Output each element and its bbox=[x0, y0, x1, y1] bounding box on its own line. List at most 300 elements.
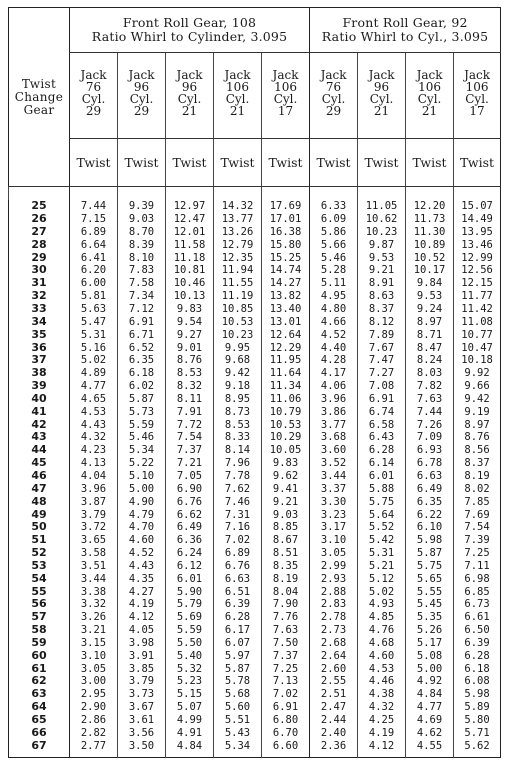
twist-value-cell: 7.37 bbox=[166, 444, 214, 457]
table-row bbox=[9, 251, 501, 264]
twist-value-cell: 4.90 bbox=[118, 495, 166, 508]
table-row bbox=[9, 213, 501, 226]
change-gear-cell: 40 bbox=[31, 391, 47, 405]
twist-value-cell: 5.34 bbox=[214, 739, 262, 752]
column-header-line: 21 bbox=[421, 104, 438, 118]
twist-value-cell: 10.79 bbox=[262, 405, 310, 418]
twist-value-cell: 3.91 bbox=[118, 649, 166, 662]
twist-value-cell: 13.01 bbox=[262, 315, 310, 328]
twist-value-cell: 5.87 bbox=[118, 393, 166, 406]
twist-value-cell: 7.27 bbox=[358, 367, 406, 380]
twist-value-cell: 8.03 bbox=[406, 367, 454, 380]
change-gear-cell: 29 bbox=[31, 250, 47, 264]
twist-value-cell: 3.61 bbox=[118, 714, 166, 727]
twist-value-cell: 5.66 bbox=[310, 238, 358, 251]
twist-value-cell: 5.23 bbox=[166, 675, 214, 688]
twist-value-cell: 6.33 bbox=[310, 200, 358, 213]
twist-value-cell: 6.89 bbox=[214, 547, 262, 560]
twist-value-cell: 9.21 bbox=[262, 495, 310, 508]
column-header-jack-cyl bbox=[310, 53, 358, 139]
twist-value-cell: 7.21 bbox=[166, 457, 214, 470]
twist-value-cell: 6.64 bbox=[70, 238, 118, 251]
twist-value-cell: 7.82 bbox=[406, 380, 454, 393]
twist-value-cell: 6.51 bbox=[214, 585, 262, 598]
twist-value-cell: 4.32 bbox=[358, 701, 406, 714]
twist-value-cell: 4.19 bbox=[118, 598, 166, 611]
twist-value-cell: 5.75 bbox=[406, 559, 454, 572]
table-row bbox=[9, 611, 501, 624]
change-gear-cell: 45 bbox=[31, 456, 47, 470]
table-row bbox=[9, 624, 501, 637]
twist-value-cell: 3.10 bbox=[70, 649, 118, 662]
twist-value-cell: 10.53 bbox=[214, 315, 262, 328]
twist-value-cell: 11.42 bbox=[454, 303, 501, 316]
twist-value-cell: 12.29 bbox=[262, 341, 310, 354]
twist-value-cell: 7.72 bbox=[166, 418, 214, 431]
column-header-line: Jack bbox=[272, 68, 299, 82]
twist-value-cell: 4.68 bbox=[358, 637, 406, 650]
twist-value-cell: 11.55 bbox=[214, 277, 262, 290]
twist-value-cell: 2.88 bbox=[310, 585, 358, 598]
twist-value-cell: 5.88 bbox=[358, 482, 406, 495]
twist-value-cell: 4.25 bbox=[358, 714, 406, 727]
column-header-line: 29 bbox=[85, 104, 102, 118]
header-line: Twist bbox=[21, 76, 57, 91]
twist-value-cell: 14.27 bbox=[262, 277, 310, 290]
twist-value-cell: 6.85 bbox=[454, 585, 501, 598]
twist-value-cell: 5.34 bbox=[118, 444, 166, 457]
twist-value-cell: 6.80 bbox=[262, 714, 310, 727]
change-gear-cell: 67 bbox=[31, 738, 47, 752]
column-header-line: 29 bbox=[325, 104, 342, 118]
twist-value-cell: 8.51 bbox=[262, 547, 310, 560]
group-title-front-roll-92 bbox=[310, 8, 501, 53]
twist-value-cell: 6.01 bbox=[166, 572, 214, 585]
twist-value-cell: 5.17 bbox=[406, 637, 454, 650]
twist-value-cell: 3.85 bbox=[118, 662, 166, 675]
twist-value-cell: 7.02 bbox=[262, 688, 310, 701]
twist-value-cell: 8.56 bbox=[454, 444, 501, 457]
twist-value-cell: 2.44 bbox=[310, 714, 358, 727]
twist-value-cell: 5.59 bbox=[118, 418, 166, 431]
twist-value-cell: 8.10 bbox=[118, 251, 166, 264]
twist-value-cell: 5.52 bbox=[358, 521, 406, 534]
twist-column-label: Twist bbox=[70, 139, 118, 187]
twist-value-cell: 4.13 bbox=[70, 457, 118, 470]
change-gear-cell: 47 bbox=[31, 481, 47, 495]
twist-value-cell: 6.36 bbox=[166, 534, 214, 547]
twist-value-cell: 4.80 bbox=[310, 303, 358, 316]
column-header-jack-cyl bbox=[262, 53, 310, 139]
twist-value-cell: 4.38 bbox=[358, 688, 406, 701]
page bbox=[8, 7, 500, 763]
twist-value-cell: 12.01 bbox=[166, 226, 214, 239]
twist-value-cell: 5.43 bbox=[214, 726, 262, 739]
twist-value-cell: 11.06 bbox=[262, 393, 310, 406]
table-row bbox=[9, 572, 501, 585]
table-row bbox=[9, 662, 501, 675]
table-row bbox=[9, 290, 501, 303]
column-header-line: 106 bbox=[274, 80, 297, 94]
table-row bbox=[9, 714, 501, 727]
table-row bbox=[9, 675, 501, 688]
twist-value-cell: 7.31 bbox=[214, 508, 262, 521]
change-gear-cell: 46 bbox=[31, 468, 47, 482]
twist-value-cell: 16.38 bbox=[262, 226, 310, 239]
twist-value-cell: 4.70 bbox=[118, 521, 166, 534]
twist-value-cell: 6.12 bbox=[166, 559, 214, 572]
twist-value-cell: 7.58 bbox=[118, 277, 166, 290]
twist-value-cell: 13.46 bbox=[454, 238, 501, 251]
twist-value-cell: 2.99 bbox=[310, 559, 358, 572]
twist-value-cell: 3.96 bbox=[70, 482, 118, 495]
twist-value-cell: 7.78 bbox=[214, 470, 262, 483]
twist-value-cell: 4.95 bbox=[310, 290, 358, 303]
twist-value-cell: 7.89 bbox=[358, 328, 406, 341]
twist-value-cell: 7.12 bbox=[118, 303, 166, 316]
twist-value-cell: 3.10 bbox=[310, 534, 358, 547]
column-header-line: 106 bbox=[465, 80, 489, 94]
twist-value-cell: 5.16 bbox=[70, 341, 118, 354]
twist-value-cell: 2.60 bbox=[310, 662, 358, 675]
change-gear-cell: 39 bbox=[31, 379, 47, 393]
table-row bbox=[9, 264, 501, 277]
twist-value-cell: 5.42 bbox=[358, 534, 406, 547]
twist-value-cell: 5.22 bbox=[118, 457, 166, 470]
change-gear-cell: 55 bbox=[31, 584, 47, 598]
twist-value-cell: 14.74 bbox=[262, 264, 310, 277]
twist-value-cell: 3.00 bbox=[70, 675, 118, 688]
twist-value-cell: 10.29 bbox=[262, 431, 310, 444]
twist-value-cell: 2.47 bbox=[310, 701, 358, 714]
table-row bbox=[9, 238, 501, 251]
column-header-jack-cyl bbox=[70, 53, 118, 139]
twist-value-cell: 6.07 bbox=[214, 637, 262, 650]
twist-value-cell: 5.60 bbox=[214, 701, 262, 714]
twist-value-cell: 9.39 bbox=[118, 200, 166, 213]
twist-value-cell: 7.62 bbox=[214, 482, 262, 495]
table-row bbox=[9, 457, 501, 470]
table-row bbox=[9, 547, 501, 560]
twist-value-cell: 7.37 bbox=[262, 649, 310, 662]
twist-value-cell: 3.15 bbox=[70, 637, 118, 650]
twist-value-cell: 6.18 bbox=[454, 662, 501, 675]
twist-value-cell: 8.35 bbox=[262, 559, 310, 572]
twist-value-cell: 3.72 bbox=[70, 521, 118, 534]
twist-value-cell: 4.60 bbox=[358, 649, 406, 662]
twist-value-cell: 2.73 bbox=[310, 624, 358, 637]
table-row bbox=[9, 393, 501, 406]
twist-value-cell: 5.51 bbox=[214, 714, 262, 727]
twist-value-cell: 11.58 bbox=[166, 238, 214, 251]
table-row bbox=[9, 649, 501, 662]
twist-value-cell: 6.91 bbox=[358, 393, 406, 406]
table-row bbox=[9, 508, 501, 521]
twist-value-cell: 8.04 bbox=[262, 585, 310, 598]
change-gear-cell: 53 bbox=[31, 558, 47, 572]
twist-value-cell: 5.11 bbox=[310, 277, 358, 290]
table-row bbox=[9, 482, 501, 495]
twist-value-cell: 7.11 bbox=[454, 559, 501, 572]
twist-value-cell: 3.96 bbox=[310, 393, 358, 406]
column-header-line: 96 bbox=[133, 80, 150, 94]
twist-value-cell: 6.60 bbox=[262, 739, 310, 752]
twist-value-cell: 5.46 bbox=[118, 431, 166, 444]
change-gear-cell: 50 bbox=[31, 520, 47, 534]
column-header-line: 106 bbox=[418, 80, 441, 94]
twist-value-cell: 11.94 bbox=[214, 264, 262, 277]
twist-value-cell: 6.35 bbox=[118, 354, 166, 367]
table-row bbox=[9, 585, 501, 598]
change-gear-cell: 41 bbox=[31, 404, 47, 418]
column-header-line: 21 bbox=[229, 104, 246, 118]
twist-value-cell: 12.79 bbox=[214, 238, 262, 251]
column-header-line: Cyl. bbox=[225, 92, 250, 106]
twist-value-cell: 5.47 bbox=[70, 315, 118, 328]
table-row bbox=[9, 226, 501, 239]
twist-value-cell: 3.65 bbox=[70, 534, 118, 547]
twist-value-cell: 9.62 bbox=[262, 470, 310, 483]
twist-value-cell: 5.00 bbox=[406, 662, 454, 675]
twist-value-cell: 3.21 bbox=[70, 624, 118, 637]
change-gear-cell: 52 bbox=[31, 546, 47, 560]
group-title-line: Front Roll Gear, 92 bbox=[342, 15, 468, 30]
change-gear-cell: 25 bbox=[31, 199, 47, 213]
table-row bbox=[9, 726, 501, 739]
twist-value-cell: 5.40 bbox=[166, 649, 214, 662]
column-header-line: Cyl. bbox=[273, 92, 298, 106]
twist-value-cell: 7.90 bbox=[262, 598, 310, 611]
twist-value-cell: 4.40 bbox=[310, 341, 358, 354]
twist-value-cell: 4.89 bbox=[70, 367, 118, 380]
twist-value-cell: 9.41 bbox=[262, 482, 310, 495]
twist-value-cell: 5.97 bbox=[214, 649, 262, 662]
change-gear-cell: 35 bbox=[31, 327, 47, 341]
change-gear-cell: 59 bbox=[31, 635, 47, 649]
twist-value-cell: 6.74 bbox=[358, 405, 406, 418]
twist-value-cell: 2.68 bbox=[310, 637, 358, 650]
twist-value-cell: 9.27 bbox=[166, 328, 214, 341]
twist-value-cell: 7.50 bbox=[262, 637, 310, 650]
twist-value-cell: 10.17 bbox=[406, 264, 454, 277]
twist-value-cell: 7.13 bbox=[262, 675, 310, 688]
twist-value-cell: 9.01 bbox=[166, 341, 214, 354]
twist-value-cell: 3.79 bbox=[70, 508, 118, 521]
column-header-line: Cyl. bbox=[465, 92, 489, 106]
twist-value-cell: 8.19 bbox=[262, 572, 310, 585]
twist-value-cell: 7.63 bbox=[262, 624, 310, 637]
twist-value-cell: 13.77 bbox=[214, 213, 262, 226]
twist-value-cell: 5.12 bbox=[358, 572, 406, 585]
twist-value-cell: 11.05 bbox=[358, 200, 406, 213]
twist-value-cell: 4.52 bbox=[118, 547, 166, 560]
twist-value-cell: 5.68 bbox=[214, 688, 262, 701]
table-row bbox=[9, 328, 501, 341]
twist-value-cell: 10.52 bbox=[406, 251, 454, 264]
twist-value-cell: 4.06 bbox=[310, 380, 358, 393]
twist-value-cell: 4.05 bbox=[118, 624, 166, 637]
twist-value-cell: 3.44 bbox=[310, 470, 358, 483]
twist-value-cell: 6.24 bbox=[166, 547, 214, 560]
twist-value-cell: 4.43 bbox=[70, 418, 118, 431]
twist-value-cell: 2.86 bbox=[70, 714, 118, 727]
twist-value-cell: 5.98 bbox=[454, 688, 501, 701]
twist-value-cell: 10.89 bbox=[406, 238, 454, 251]
twist-value-cell: 4.69 bbox=[406, 714, 454, 727]
twist-value-cell: 5.28 bbox=[310, 264, 358, 277]
twist-value-cell: 15.25 bbox=[262, 251, 310, 264]
twist-value-cell: 9.83 bbox=[166, 303, 214, 316]
table-row bbox=[9, 598, 501, 611]
twist-value-cell: 5.89 bbox=[454, 701, 501, 714]
change-gear-cell: 44 bbox=[31, 443, 47, 457]
twist-value-cell: 6.76 bbox=[166, 495, 214, 508]
twist-value-cell: 6.17 bbox=[214, 624, 262, 637]
twist-value-cell: 5.26 bbox=[406, 624, 454, 637]
change-gear-cell: 56 bbox=[31, 597, 47, 611]
twist-value-cell: 5.75 bbox=[358, 495, 406, 508]
twist-value-cell: 2.83 bbox=[310, 598, 358, 611]
change-gear-cell: 30 bbox=[31, 263, 47, 277]
twist-column-label: Twist bbox=[262, 139, 310, 187]
table-row bbox=[9, 303, 501, 316]
table-row bbox=[9, 405, 501, 418]
twist-value-cell: 6.61 bbox=[454, 611, 501, 624]
twist-value-cell: 3.67 bbox=[118, 701, 166, 714]
twist-value-cell: 4.77 bbox=[70, 380, 118, 393]
twist-value-cell: 4.60 bbox=[118, 534, 166, 547]
twist-value-cell: 6.28 bbox=[358, 444, 406, 457]
twist-value-cell: 3.87 bbox=[70, 495, 118, 508]
twist-value-cell: 4.12 bbox=[358, 739, 406, 752]
twist-value-cell: 9.03 bbox=[262, 508, 310, 521]
twist-value-cell: 7.83 bbox=[118, 264, 166, 277]
twist-value-cell: 5.07 bbox=[166, 701, 214, 714]
twist-value-cell: 5.78 bbox=[214, 675, 262, 688]
twist-value-cell: 11.73 bbox=[406, 213, 454, 226]
twist-value-cell: 13.26 bbox=[214, 226, 262, 239]
twist-value-cell: 7.67 bbox=[358, 341, 406, 354]
twist-value-cell: 3.44 bbox=[70, 572, 118, 585]
twist-value-cell: 5.62 bbox=[454, 739, 501, 752]
twist-value-cell: 7.69 bbox=[454, 508, 501, 521]
column-header-jack-cyl bbox=[358, 53, 406, 139]
twist-value-cell: 9.95 bbox=[214, 341, 262, 354]
twist-value-cell: 4.53 bbox=[70, 405, 118, 418]
twist-value-cell: 2.95 bbox=[70, 688, 118, 701]
twist-value-cell: 7.26 bbox=[406, 418, 454, 431]
twist-value-cell: 8.53 bbox=[214, 418, 262, 431]
twist-value-cell: 6.78 bbox=[406, 457, 454, 470]
twist-value-cell: 6.00 bbox=[70, 277, 118, 290]
twist-value-cell: 6.49 bbox=[166, 521, 214, 534]
twist-value-cell: 4.77 bbox=[406, 701, 454, 714]
change-gear-cell: 26 bbox=[31, 212, 47, 226]
twist-value-cell: 9.03 bbox=[118, 213, 166, 226]
twist-value-cell: 7.46 bbox=[214, 495, 262, 508]
twist-column-label: Twist bbox=[166, 139, 214, 187]
change-gear-cell: 63 bbox=[31, 687, 47, 701]
twist-value-cell: 10.85 bbox=[214, 303, 262, 316]
twist-value-cell: 15.07 bbox=[454, 200, 501, 213]
twist-value-cell: 4.27 bbox=[118, 585, 166, 598]
twist-value-cell: 12.64 bbox=[262, 328, 310, 341]
column-header-line: Jack bbox=[320, 68, 347, 82]
twist-value-cell: 8.11 bbox=[166, 393, 214, 406]
column-header-line: Jack bbox=[416, 68, 443, 82]
twist-value-cell: 9.19 bbox=[454, 405, 501, 418]
twist-value-cell: 8.19 bbox=[454, 470, 501, 483]
twist-column-label: Twist bbox=[214, 139, 262, 187]
twist-value-cell: 5.08 bbox=[406, 649, 454, 662]
twist-value-cell: 6.71 bbox=[118, 328, 166, 341]
column-header-line: Jack bbox=[176, 68, 203, 82]
twist-value-cell: 6.39 bbox=[214, 598, 262, 611]
twist-value-cell: 6.73 bbox=[454, 598, 501, 611]
twist-value-cell: 2.51 bbox=[310, 688, 358, 701]
twist-value-cell: 6.91 bbox=[262, 701, 310, 714]
twist-value-cell: 7.76 bbox=[262, 611, 310, 624]
twist-value-cell: 4.28 bbox=[310, 354, 358, 367]
twist-value-cell: 6.35 bbox=[406, 495, 454, 508]
twist-value-cell: 5.35 bbox=[406, 611, 454, 624]
twist-value-cell: 3.50 bbox=[118, 739, 166, 752]
column-header-line: Cyl. bbox=[321, 92, 346, 106]
change-gear-cell: 51 bbox=[31, 533, 47, 547]
twist-value-cell: 4.62 bbox=[406, 726, 454, 739]
twist-value-cell: 8.39 bbox=[118, 238, 166, 251]
twist-value-cell: 6.14 bbox=[358, 457, 406, 470]
twist-value-cell: 7.96 bbox=[214, 457, 262, 470]
twist-value-cell: 8.24 bbox=[406, 354, 454, 367]
twist-value-cell: 7.25 bbox=[454, 547, 501, 560]
twist-value-cell: 4.55 bbox=[406, 739, 454, 752]
twist-value-cell: 6.09 bbox=[310, 213, 358, 226]
twist-value-cell: 11.95 bbox=[262, 354, 310, 367]
twist-value-cell: 3.58 bbox=[70, 547, 118, 560]
twist-value-cell: 8.97 bbox=[454, 418, 501, 431]
column-header-line: Cyl. bbox=[177, 92, 202, 106]
twist-value-cell: 11.64 bbox=[262, 367, 310, 380]
twist-value-cell: 7.16 bbox=[214, 521, 262, 534]
twist-value-cell: 5.31 bbox=[358, 547, 406, 560]
twist-value-cell: 14.32 bbox=[214, 200, 262, 213]
twist-value-cell: 3.98 bbox=[118, 637, 166, 650]
twist-value-cell: 10.18 bbox=[454, 354, 501, 367]
twist-value-cell: 7.91 bbox=[166, 405, 214, 418]
twist-value-cell: 8.12 bbox=[358, 315, 406, 328]
table-row bbox=[9, 367, 501, 380]
twist-value-cell: 8.53 bbox=[166, 367, 214, 380]
twist-value-cell: 7.47 bbox=[358, 354, 406, 367]
column-header-jack-cyl bbox=[118, 53, 166, 139]
twist-value-cell: 13.82 bbox=[262, 290, 310, 303]
twist-value-cell: 5.10 bbox=[118, 470, 166, 483]
twist-value-cell: 13.40 bbox=[262, 303, 310, 316]
twist-value-cell: 8.95 bbox=[214, 393, 262, 406]
twist-value-cell: 5.86 bbox=[310, 226, 358, 239]
change-gear-cell: 60 bbox=[31, 648, 47, 662]
twist-value-cell: 7.63 bbox=[406, 393, 454, 406]
twist-column-label: Twist bbox=[310, 139, 358, 187]
twist-value-cell: 8.47 bbox=[406, 341, 454, 354]
twist-value-cell: 9.42 bbox=[454, 393, 501, 406]
twist-value-cell: 5.15 bbox=[166, 688, 214, 701]
twist-value-cell: 2.93 bbox=[310, 572, 358, 585]
twist-value-cell: 12.97 bbox=[166, 200, 214, 213]
twist-value-cell: 4.84 bbox=[406, 688, 454, 701]
twist-value-cell: 6.41 bbox=[70, 251, 118, 264]
